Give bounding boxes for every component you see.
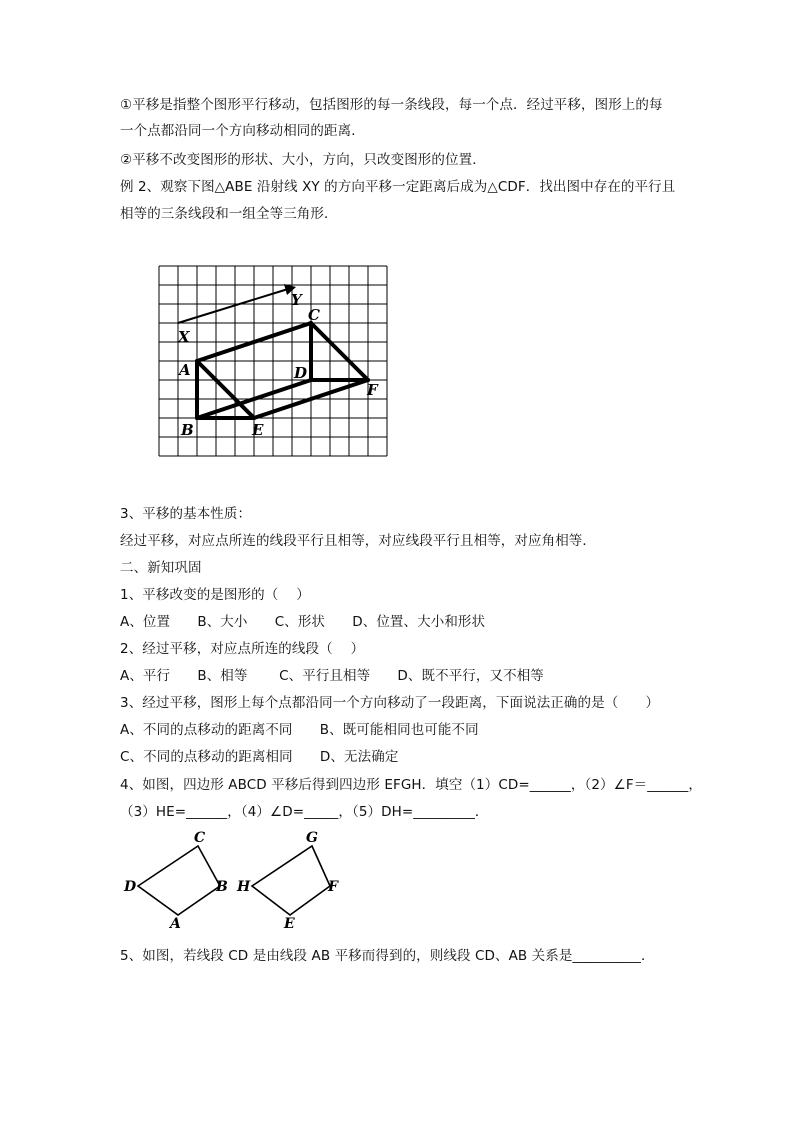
label-C: C	[194, 830, 206, 846]
text-line-4: 例 2、观察下图△ABE 沿射线 XY 的方向平移一定距离后成为△CDF．找出图中存在的平行且	[120, 179, 676, 195]
text-line-5: 相等的三条线段和一组全等三角形．	[120, 206, 338, 222]
text-line-12: A、平行 B、相等 C、平行且相等 D、既不平行，又不相等	[120, 668, 544, 684]
text-line-2: 一个点都沿同一个方向移动相同的距离．	[120, 123, 365, 139]
text-line-8: 二、新知巩固	[120, 560, 202, 576]
label-G: G	[306, 830, 318, 846]
label-A: A	[179, 361, 191, 379]
label-E: E	[252, 421, 264, 439]
label-F: F	[328, 879, 338, 895]
text-line-10: A、位置 B、大小 C、形状 D、位置、大小和形状	[120, 614, 486, 630]
text-line-1: ①平移是指整个图形平行移动，包括图形的每一条线段，每一个点．经过平移，图形上的每	[120, 97, 663, 113]
quadrilateral-ABCD	[138, 846, 220, 915]
text-line-7: 经过平移，对应点所连的线段平行且相等，对应线段平行且相等，对应角相等．	[120, 533, 596, 549]
quadrilateral-EFGH	[252, 846, 330, 915]
translation-grid-figure	[150, 260, 400, 465]
text-line-17: （3）HE=______，（4）∠D=_____，（5）DH=_________．	[120, 804, 489, 820]
label-D: D	[294, 364, 308, 382]
text-line-9: 1、平移改变的是图形的（ ）	[120, 587, 310, 603]
text-line-11: 2、经过平移，对应点所连的线段（ ）	[120, 641, 365, 657]
text-line-16: 4、如图，四边形 ABCD 平移后得到四边形 EFGH．填空（1）CD=______，（2）∠F＝______，	[120, 777, 702, 793]
text-line-14: A、不同的点移动的距离不同 B、既可能相同也可能不同	[120, 722, 479, 738]
label-F: F	[367, 381, 378, 399]
label-Y: Y	[291, 291, 302, 309]
label-B: B	[216, 879, 228, 895]
text-line-3: ②平移不改变图形的形状、大小，方向，只改变图形的位置．	[120, 152, 486, 168]
label-X: X	[178, 328, 190, 346]
label-C: C	[308, 306, 320, 324]
label-D: D	[124, 879, 137, 895]
segment-CF	[311, 323, 368, 380]
label-E: E	[284, 916, 295, 932]
text-line-13: 3、经过平移，图形上每个点都沿同一个方向移动了一段距离，下面说法正确的是（ ）	[120, 695, 660, 711]
label-H: H	[237, 879, 251, 895]
label-B: B	[181, 421, 194, 439]
label-A: A	[170, 916, 181, 932]
text-line-15: C、不同的点移动的距离相同 D、无法确定	[120, 749, 399, 765]
quadrilaterals-figure	[120, 828, 360, 933]
text-line-6: 3、平移的基本性质：	[120, 506, 252, 522]
text-line-18: 5、如图，若线段 CD 是由线段 AB 平移而得到的，则线段 CD、AB 关系是__________．	[120, 948, 655, 964]
